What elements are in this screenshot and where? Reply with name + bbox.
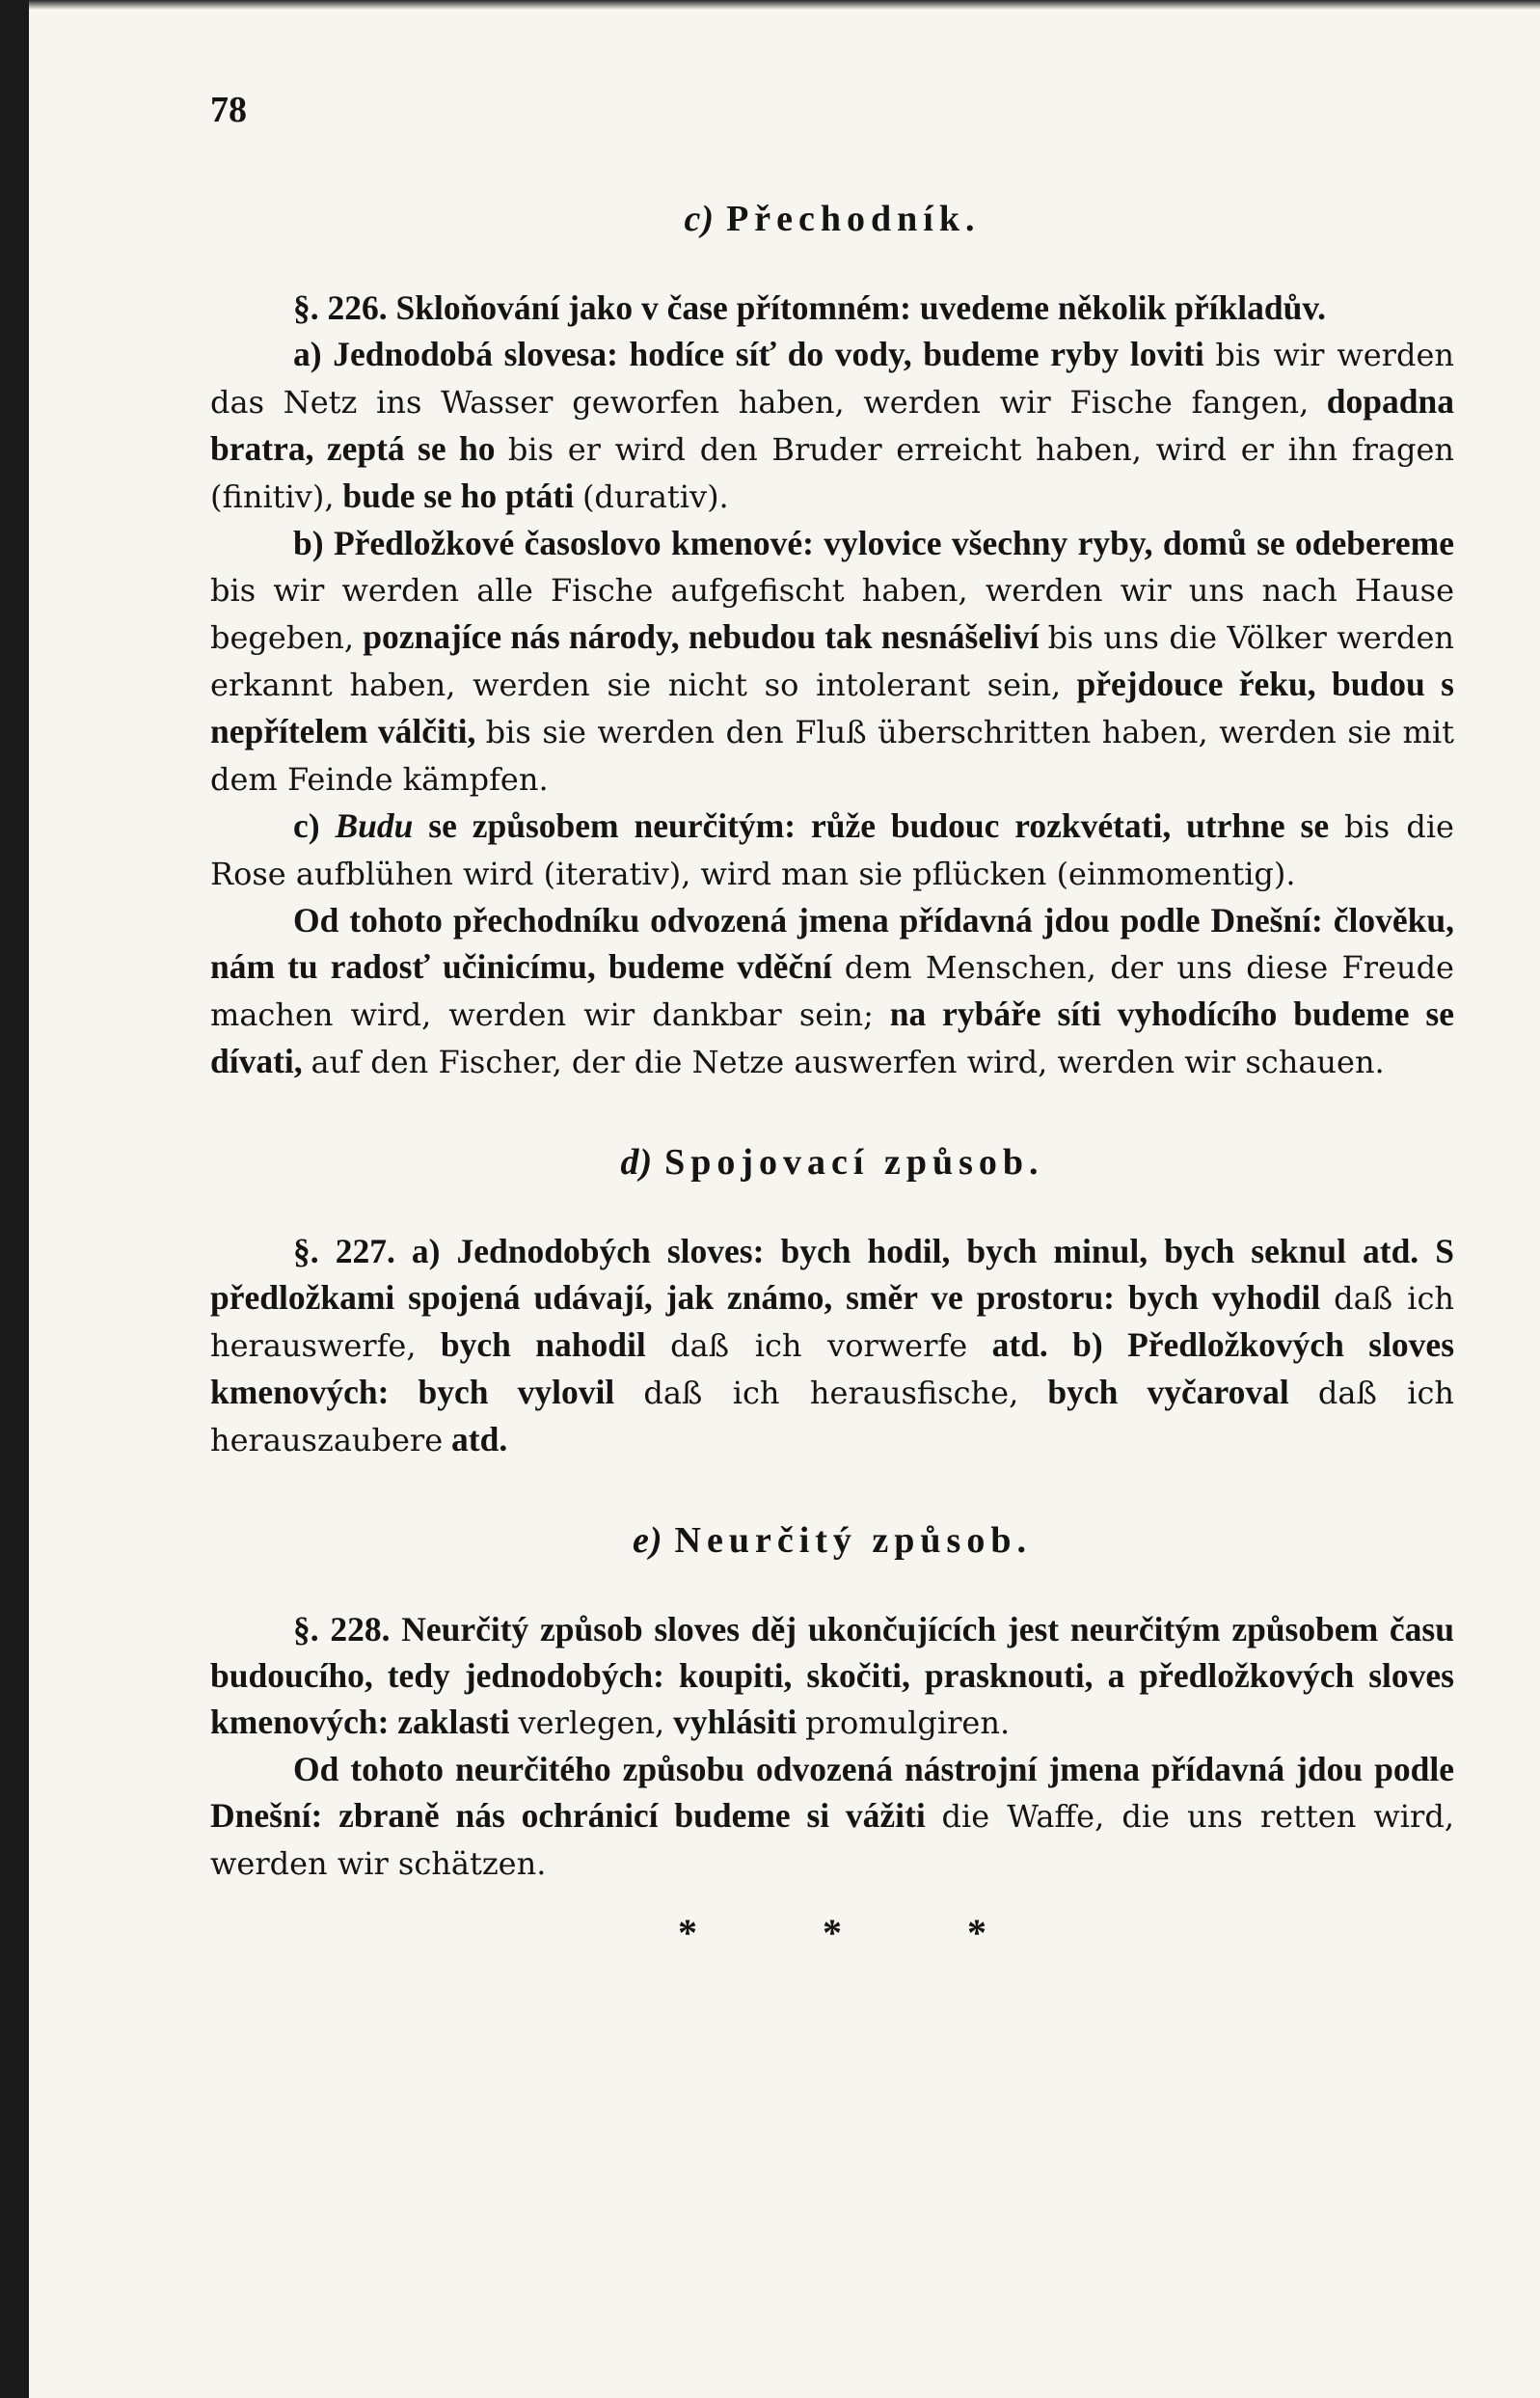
page-top-edge	[29, 0, 1540, 10]
heading-title: Přechodník.	[726, 199, 981, 239]
heading-mark: c)	[684, 199, 716, 239]
paragraph-226: §. 226. Skloňování jako v čase přítomném: uvedeme několik příkladův.	[293, 288, 1327, 327]
section-heading-c	[210, 188, 1454, 250]
section-heading-e	[210, 1510, 1454, 1571]
page-content	[210, 188, 1454, 1955]
heading-title: Neurčitý způsob.	[674, 1520, 1032, 1561]
paragraph-226-b: b) Předložkové časoslovo kmenové: vylovice všechny ryby, domů se odebereme bis wir werden alle Fische aufgefischt haben, werden wir uns nach Hause begeben, poznajíce nás národy, nebudou tak nesnášeliví bis uns die Völker werden erkannt haben, werden sie nicht so intolerant sein, přejdouce řeku, budou s nepřítelem válčiti, bis sie werden den Fluß überschritten haben, werden sie mit dem Feinde kämpfen.	[210, 524, 1454, 798]
paragraph-226-d: Od tohoto přechodníku odvozená jmena přídavná jdou podle Dnešní: člověku, nám tu radosť učinicímu, budeme vděční dem Menschen, der uns diese Freude machen wird, werden wir dankbar sein; na rybáře síti vyhodícího budeme se dívati, auf den Fischer, der die Netze auswerfen wird, werden wir schauen.	[210, 901, 1454, 1080]
paragraph-228-b: Od tohoto neurčitého způsobu odvozená nástrojní jmena přídavná jdou podle Dnešní: zbraně nás ochránicí budeme si vážiti die Waffe, die uns retten wird, werden wir schätzen.	[210, 1750, 1454, 1882]
paragraph-228: §. 228. Neurčitý způsob sloves děj ukončujících jest neurčitým způsobem času budoucího, tedy jednodobých: koupiti, skočiti, prasknouti, a předložkových sloves kmenových: zaklasti verlegen, vyhlásiti promulgiren.	[210, 1610, 1454, 1741]
heading-title: Spojovací způsob.	[664, 1142, 1044, 1183]
section-heading-d	[210, 1131, 1454, 1193]
paragraph-226-c: c) Budu se způsobem neurčitým: růže budouc rozkvétati, utrhne se bis die Rose aufblühen wird (iterativ), wird man sie pflücken (einmomentig).	[210, 806, 1454, 892]
paragraph-226-a: a) Jednodobá slovesa: hodíce síť do vody, budeme ryby loviti bis wir werden das Netz ins Wasser geworfen haben, werden wir Fische fangen, dopadna bratra, zeptá se ho bis er wird den Bruder erreicht haben, wird er ihn fragen (finitiv), bude se ho ptáti (durativ).	[210, 335, 1455, 515]
section-end-asterisks: * * *	[678, 1911, 1044, 1954]
page-number: 78	[210, 90, 247, 130]
paragraph-227: §. 227. a) Jednodobých sloves: bych hodil, bych minul, bych seknul atd. S předložkami spojená udávají, jak známo, směr ve prostoru: bych vyhodil daß ich herauswerfe, bych nahodil daß ich vorwerfe atd. b) Předložkových sloves kmenových: bych vylovil daß ich herausfische, bych vyčaroval daß ich herauszaubere atd.	[210, 1232, 1455, 1458]
heading-mark: e)	[633, 1520, 663, 1561]
heading-mark: d)	[620, 1142, 654, 1183]
